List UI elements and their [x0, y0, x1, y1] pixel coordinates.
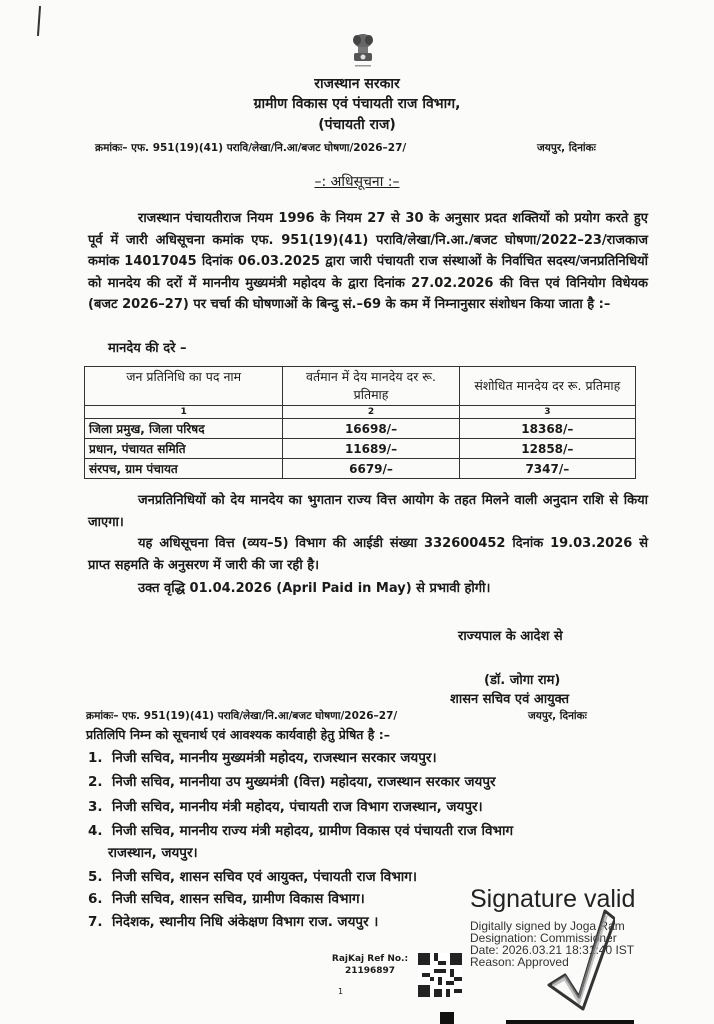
signatory-designation: शासन सचिव एवं आयुक्त: [450, 692, 570, 707]
header-post: जन प्रतिनिधि का पद नाम: [85, 367, 283, 406]
notification-title: –: अधिसूचना :–: [314, 174, 400, 190]
rajkaj-label: RajKaj Ref No.:: [331, 954, 409, 964]
signer-designation: Designation: Commissioner: [470, 931, 617, 945]
column-number: 2: [283, 406, 459, 419]
signature-date: Date: 2026.03.21 18:31:40 IST: [470, 943, 635, 957]
list-item-continuation: राजस्थान, जयपुर।: [108, 845, 198, 861]
paragraph-3: यह अधिसूचना वित्त (व्यय–5) विभाग की आईडी संख्या 332600452 दिनांक 19.03.2026 से प्राप्त सहमति के अनुसरण में जारी की जा रही है।: [88, 536, 648, 573]
paragraph-2: जनप्रतिनिधियों को देय मानदेय का भुगतान राज्य वित्त आयोग के तहत मिलने वाली अनुदान राशि से किया जाएगा।: [88, 493, 648, 530]
state-emblem-icon: [350, 32, 376, 72]
current-rate: 11689/–: [283, 439, 459, 459]
column-number-row: [85, 406, 636, 419]
signed-by: Digitally signed by Joga Ram: [470, 919, 625, 933]
list-item: 6. निजी सचिव, शासन सचिव, ग्रामीण विकास विभाग।: [88, 891, 365, 907]
reference-number: क्रमांकः– एफ. 951(19)(41) परावि/लेखा/नि.आ/बजट घोषणा/2026–27/: [95, 142, 407, 154]
table-row: [85, 439, 636, 459]
page-number: 1: [338, 987, 344, 996]
copy-place-date: जयपुर, दिनांकः: [528, 710, 587, 722]
header-current-rate: वर्तमान में देय मानदेय दर रू. प्रतिमाह: [283, 367, 459, 406]
copy-intro: प्रतिलिपि निम्न को सूचनार्थ एवं आवश्यक कार्यवाही हेतु प्रेषित है :–: [86, 727, 391, 742]
signatory-name: (डॉ. जोगा राम): [484, 673, 561, 688]
qr-code-icon: [418, 952, 462, 998]
list-item: 7. निदेशक, स्थानीय निधि अंकेक्षण विभाग राज. जयपुर ।: [88, 914, 379, 930]
post-name: प्रधान, पंचायत समिति: [85, 439, 283, 459]
revised-rate: 12858/–: [459, 439, 635, 459]
reference-place-date: जयपुर, दिनांकः: [537, 142, 596, 154]
post-name: संरपच, ग्राम पंचायत: [85, 459, 283, 479]
current-rate: 6679/–: [283, 459, 459, 479]
paragraph-1: राजस्थान पंचायतीराज नियम 1996 के नियम 27 से 30 के अनुसार प्रदत शक्तियों को प्रयोग करते हुए पूर्व में जारी अधिसूचना कमांक एफ. 951(19)(41) परावि/लेखा/नि.आ./बजट घोषणा/2022–23/राजकाज कमांक 14017045 दिनांक 06.03.2025 द्वारा जारी पंचायती राज संस्थाओं के निर्वाचित सदस्य/जनप्रतिनिधियों को मानदेय की दरों में माननीय मुख्यमंत्री महोदय के द्वारा दिनांक 27.02.2026 की वित्त एवं विनियोग विधेयक (बजट 2026–27) पर चर्चा की घोषणाओं के बिन्दु सं.–69 के कम में निम्नानुसार संशोधन किया जाता है :–: [88, 211, 648, 312]
sub-department-name: (पंचायती राज): [318, 117, 396, 133]
copy-reference-number: क्रमांकः– एफ. 951(19)(41) परावि/लेखा/नि.आ/बजट घोषणा/2026–27/: [86, 710, 398, 722]
signature-check-icon: [545, 905, 615, 1015]
govt-name: राजस्थान सरकार: [314, 76, 400, 92]
list-item: 2. निजी सचिव, माननीया उप मुख्यमंत्री (वित्त) महोदया, राजस्थान सरकार जयपुर: [88, 774, 496, 790]
next-page-edge: [506, 1020, 634, 1024]
honorarium-rates-table: [84, 366, 636, 479]
signature-status: Signature valid: [470, 885, 636, 913]
table-row: [85, 419, 636, 439]
column-number: 3: [459, 406, 635, 419]
list-item: 1. निजी सचिव, माननीय मुख्यमंत्री महोदय, राजस्थान सरकार जयपुर।: [88, 750, 437, 766]
header-revised-rate: संशोधित मानदेय दर रू. प्रतिमाह: [459, 367, 635, 406]
table-header-row: [85, 367, 636, 406]
signature-reason: Reason: Approved: [470, 955, 569, 969]
governor-order-line: राज्यपाल के आदेश से: [458, 629, 563, 644]
column-number: 1: [85, 406, 283, 419]
next-page-edge: [440, 1012, 454, 1024]
list-item: 4. निजी सचिव, माननीय राज्य मंत्री महोदय, ग्रामीण विकास एवं पंचायती राज विभाग: [88, 823, 514, 839]
post-name: जिला प्रमुख, जिला परिषद: [85, 419, 283, 439]
margin-pen-mark: [37, 6, 41, 36]
rajkaj-reference: [330, 953, 410, 977]
paragraph-4: उक्त वृद्धि 01.04.2026 (April Paid in May) से प्रभावी होगी।: [138, 581, 491, 596]
rates-label: मानदेय की दरे –: [108, 341, 187, 356]
revised-rate: 7347/–: [459, 459, 635, 479]
table-row: [85, 459, 636, 479]
department-name: ग्रामीण विकास एवं पंचायती राज विभाग,: [253, 96, 461, 112]
rajkaj-number: 21196897: [344, 966, 396, 976]
revised-rate: 18368/–: [459, 419, 635, 439]
current-rate: 16698/–: [283, 419, 459, 439]
list-item: 5. निजी सचिव, शासन सचिव एवं आयुक्त, पंचायती राज विभाग।: [88, 869, 418, 885]
list-item: 3. निजी सचिव, माननीय मंत्री महोदय, पंचायती राज विभाग राजस्थान, जयपुर।: [88, 799, 483, 815]
